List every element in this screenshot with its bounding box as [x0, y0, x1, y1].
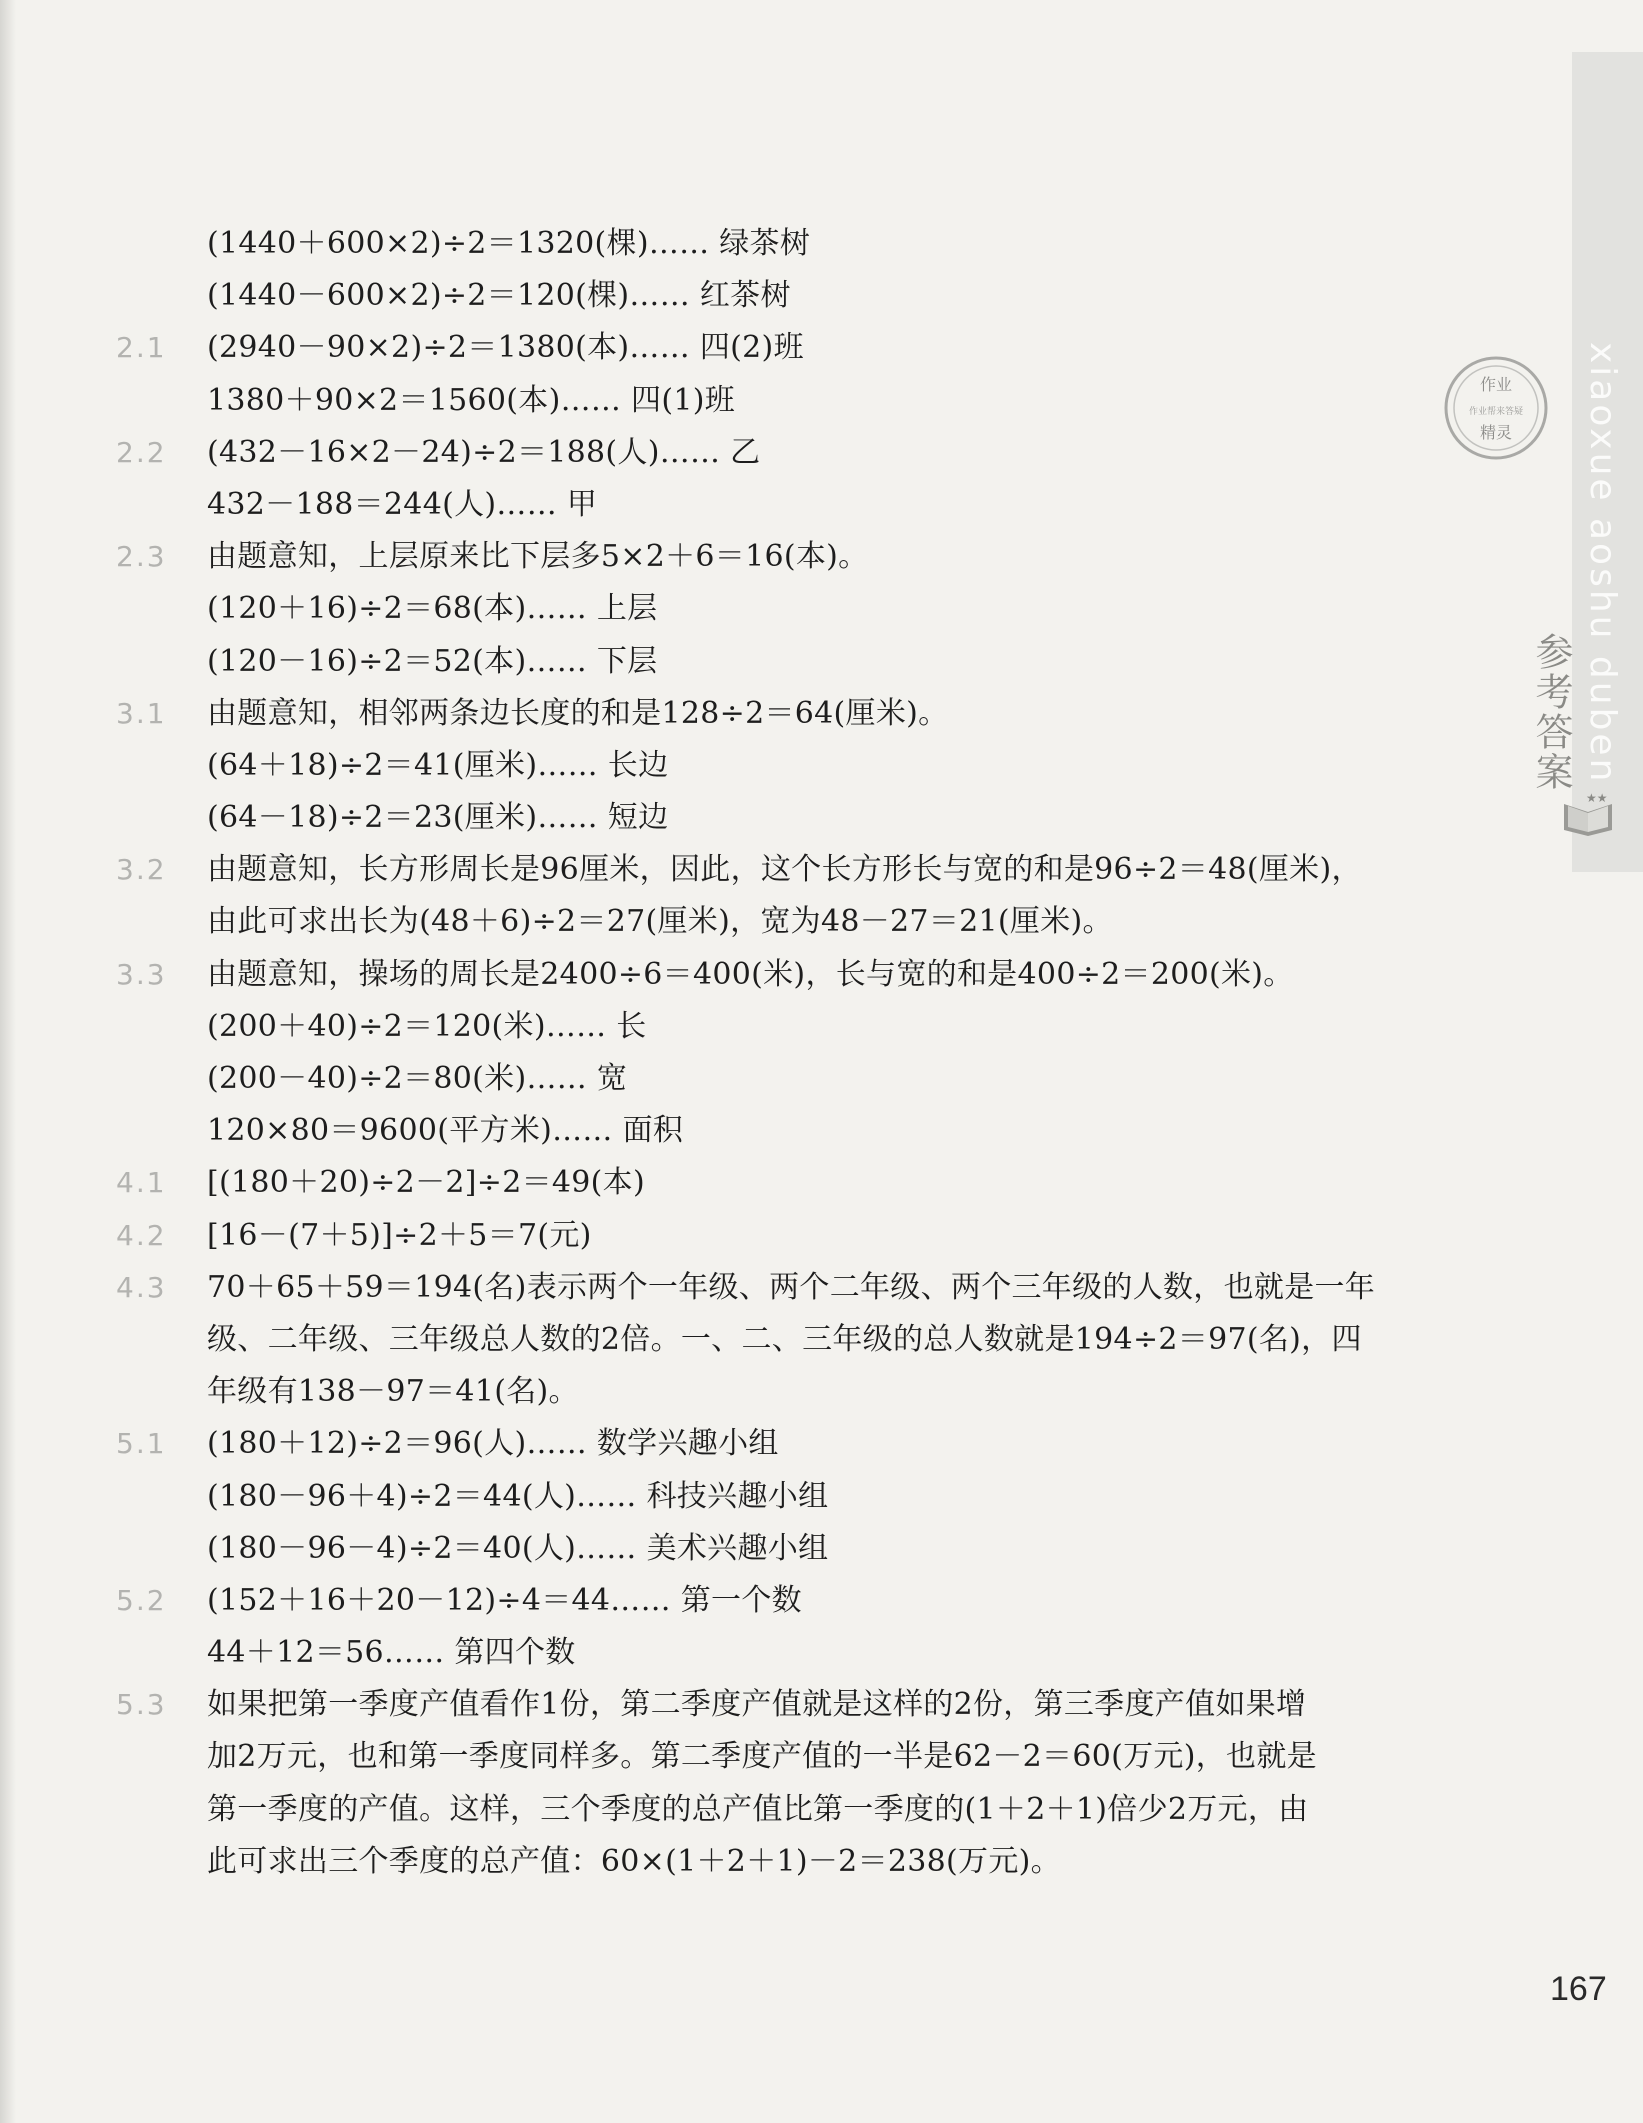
stamp-bottom-text: 精灵 — [1479, 423, 1513, 442]
answer-line — [116, 583, 1476, 635]
answer-line — [116, 1575, 1476, 1627]
answer-text: 由题意知，上层原来比下层多5×2＋6＝16(本)。 — [207, 539, 869, 575]
answer-text: [16－(7＋5)]÷2＋5＝7(元) — [207, 1217, 592, 1253]
answer-line — [116, 1523, 1476, 1575]
answer-text: 44＋12＝56…… 第四个数 — [207, 1635, 576, 1671]
answer-line — [116, 1262, 1476, 1314]
answer-text: 由题意知，操场的周长是2400÷6＝400(米)，长与宽的和是400÷2＝200(米)。 — [207, 956, 1294, 992]
answer-line — [116, 218, 1476, 270]
answer-line — [116, 1784, 1476, 1836]
stamp-top-text: 作业 — [1479, 375, 1513, 394]
answer-line — [116, 1836, 1476, 1888]
answer-line — [116, 1053, 1476, 1105]
answer-text: (64＋18)÷2＝41(厘米)…… 长边 — [207, 747, 669, 783]
item-number: 5.2 — [116, 1583, 167, 1617]
answer-text: 此可求出三个季度的总产值：60×(1＋2＋1)－2＝238(万元)。 — [207, 1843, 1061, 1879]
answer-line — [116, 636, 1476, 688]
answer-line — [116, 1157, 1476, 1209]
answer-line — [116, 1314, 1476, 1366]
answer-line — [116, 688, 1476, 740]
answer-text: 70＋65＋59＝194(名)表示两个一年级、两个二年级、两个三年级的人数，也就是一年 — [207, 1269, 1376, 1305]
answer-line — [116, 1731, 1476, 1783]
answer-line — [116, 792, 1476, 844]
page-edge-shadow — [0, 0, 16, 2123]
answer-text: (2940－90×2)÷2＝1380(本)…… 四(2)班 — [207, 330, 804, 366]
answer-line — [116, 1627, 1476, 1679]
item-number: 4.3 — [116, 1270, 167, 1304]
answer-line — [116, 1001, 1476, 1053]
answer-text: (180－96－4)÷2＝40(人)…… 美术兴趣小组 — [207, 1530, 829, 1566]
item-number: 5.3 — [116, 1688, 167, 1722]
answer-text: (1440－600×2)÷2＝120(棵)…… 红茶树 — [207, 278, 791, 314]
answer-section-label: 参考答案 — [1529, 632, 1573, 792]
answer-text: 由题意知，长方形周长是96厘米，因此，这个长方形长与宽的和是96÷2＝48(厘米)， — [207, 852, 1362, 888]
answer-line — [116, 844, 1476, 896]
answer-text: (1440＋600×2)÷2＝1320(棵)…… 绿茶树 — [207, 226, 811, 261]
item-number: 3.2 — [116, 853, 167, 887]
answer-line — [116, 1471, 1476, 1523]
answer-text: 第一季度的产值。这样，三个季度的总产值比第一季度的(1＋2＋1)倍少2万元，由 — [207, 1791, 1309, 1827]
answer-line — [116, 949, 1476, 1001]
answer-line — [116, 322, 1476, 374]
answer-text: 432－188＝244(人)…… 甲 — [207, 486, 598, 522]
item-number: 2.2 — [116, 435, 167, 469]
side-tab-pinyin: xiaoxue aoshu duben — [1582, 342, 1623, 785]
item-number: 5.1 — [116, 1427, 167, 1461]
item-number: 2.3 — [116, 540, 167, 574]
item-number: 2.1 — [116, 331, 167, 365]
answer-line — [116, 1366, 1476, 1418]
answer-line — [116, 896, 1476, 948]
item-number: 4.1 — [116, 1166, 167, 1200]
svg-text:★★: ★★ — [1586, 791, 1608, 805]
answer-text: 由此可求出长为(48＋6)÷2＝27(厘米)，宽为48－27＝21(厘米)。 — [207, 904, 1113, 940]
answer-line — [116, 375, 1476, 427]
answer-line — [116, 1105, 1476, 1157]
answer-line — [116, 1210, 1476, 1262]
answer-text: 加2万元，也和第一季度同样多。第二季度产值的一半是62－2＝60(万元)，也就是 — [207, 1739, 1317, 1775]
stamp-mid-text: 作业帮来答疑 — [1468, 407, 1524, 417]
book-icon — [1560, 790, 1616, 836]
answer-text: 120×80＝9600(平方米)…… 面积 — [207, 1113, 684, 1149]
answer-text: (180－96＋4)÷2＝44(人)…… 科技兴趣小组 — [207, 1478, 829, 1514]
answer-text: (152＋16＋20－12)÷4＝44…… 第一个数 — [207, 1582, 802, 1618]
answer-text: (180＋12)÷2＝96(人)…… 数学兴趣小组 — [207, 1426, 779, 1462]
answer-line — [116, 740, 1476, 792]
answer-text: 如果把第一季度产值看作1份，第二季度产值就是这样的2份，第三季度产值如果增 — [207, 1687, 1307, 1723]
answer-line — [116, 479, 1476, 531]
answer-text: (120－16)÷2＝52(本)…… 下层 — [207, 643, 658, 679]
answer-content — [116, 218, 1476, 1888]
answer-text: 级、二年级、三年级总人数的2倍。一、二、三年级的总人数就是194÷2＝97(名)，四 — [207, 1321, 1362, 1357]
answer-text: (200＋40)÷2＝120(米)…… 长 — [207, 1008, 647, 1044]
answer-line — [116, 531, 1476, 583]
answer-text: [(180＋20)÷2－2]÷2＝49(本) — [207, 1165, 645, 1201]
answer-text: 年级有138－97＝41(名)。 — [207, 1374, 579, 1410]
answer-line — [116, 1418, 1476, 1470]
answer-text: 由题意知，相邻两条边长度的和是128÷2＝64(厘米)。 — [207, 695, 949, 731]
answer-text: (200－40)÷2＝80(米)…… 宽 — [207, 1061, 628, 1096]
item-number: 4.2 — [116, 1218, 167, 1252]
answer-line — [116, 1679, 1476, 1731]
item-number: 3.3 — [116, 957, 167, 991]
answer-line — [116, 270, 1476, 322]
page-number: 167 — [1550, 1970, 1607, 2008]
answer-text: 1380＋90×2＝1560(本)…… 四(1)班 — [207, 382, 736, 418]
side-tab — [1572, 52, 1643, 872]
answer-text: (120＋16)÷2＝68(本)…… 上层 — [207, 591, 658, 627]
item-number: 3.1 — [116, 696, 167, 730]
answer-text: (64－18)÷2＝23(厘米)…… 短边 — [207, 800, 669, 836]
answer-text: (432－16×2－24)÷2＝188(人)…… 乙 — [207, 434, 761, 470]
answer-line — [116, 427, 1476, 479]
